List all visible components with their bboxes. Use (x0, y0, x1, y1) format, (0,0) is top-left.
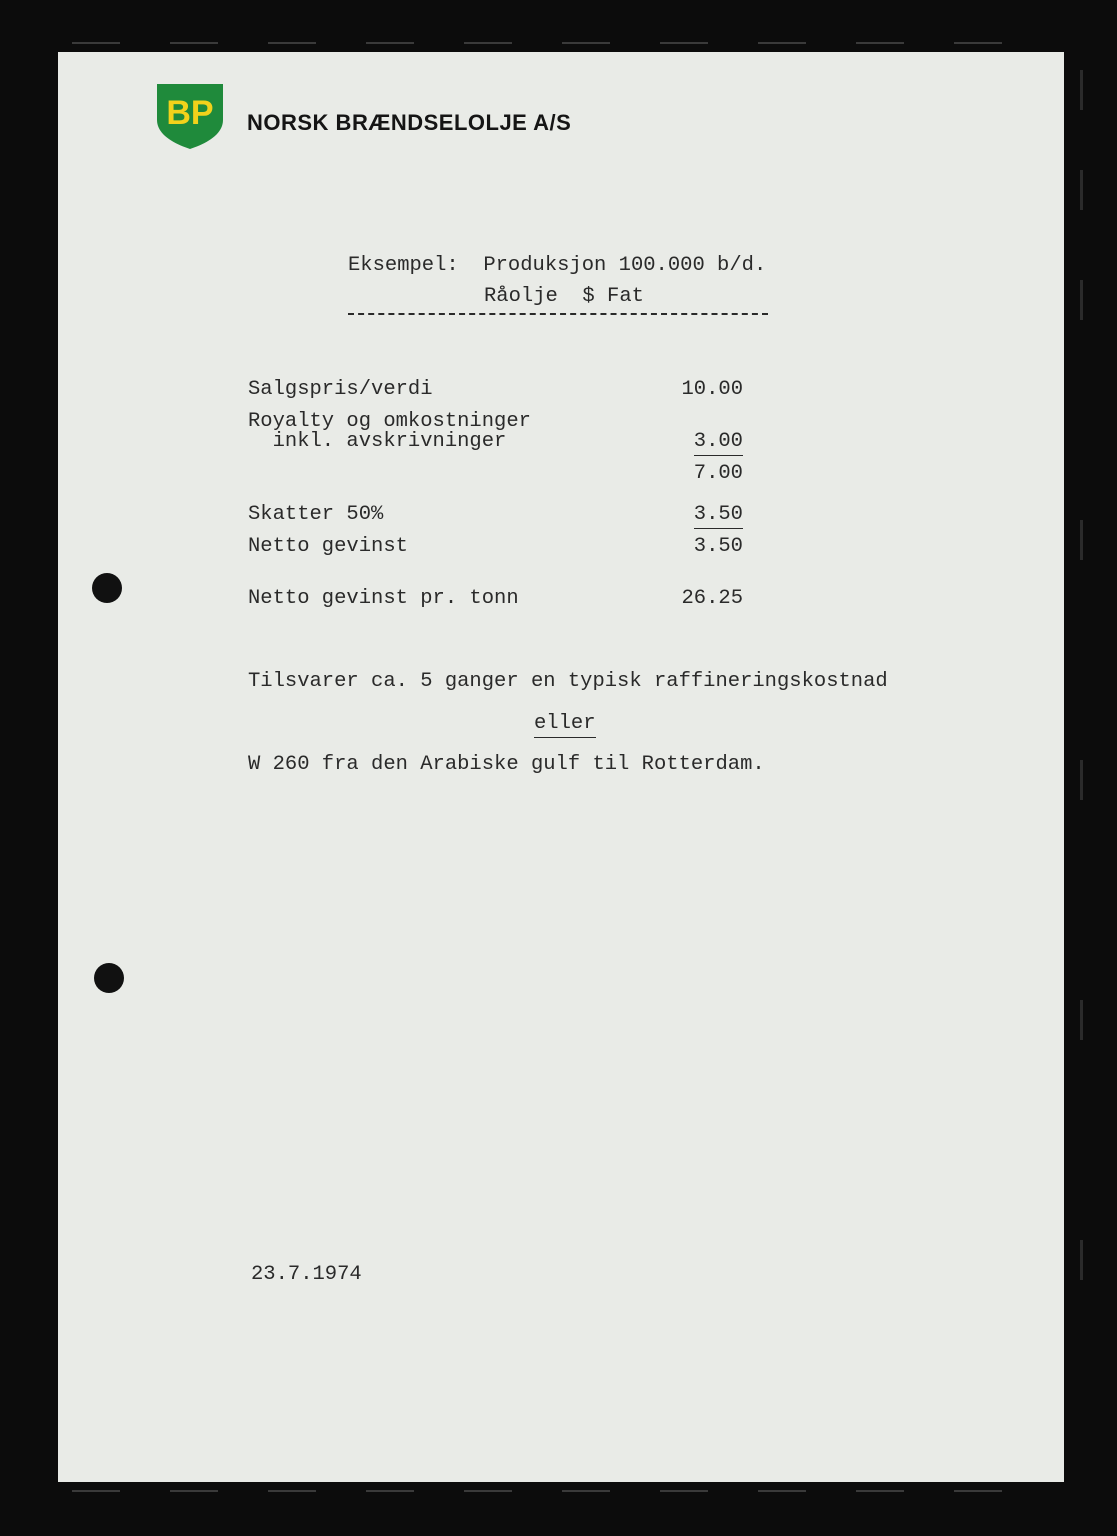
row-label: Skatter 50% (248, 503, 384, 526)
row-label: Salgspris/verdi (248, 378, 433, 401)
binder-marks-top (60, 40, 1060, 46)
row-value: 3.00 (694, 430, 743, 456)
company-name: NORSK BRÆNDSELOLJE A/S (247, 110, 572, 135)
bp-shield-logo (155, 80, 225, 150)
note-line-2: W 260 fra den Arabiske gulf til Rotterdam. (248, 753, 765, 776)
row-label: Netto gevinst pr. tonn (248, 587, 519, 610)
document-date: 23.7.1974 (251, 1263, 362, 1286)
note-or: eller (534, 712, 596, 738)
punch-hole (94, 963, 124, 993)
binder-marks-bottom (60, 1488, 1060, 1494)
row-value: 3.50 (693, 535, 743, 558)
note-line-1: Tilsvarer ca. 5 ganger en typisk raffineringskostnad (248, 670, 888, 693)
bp-logo-text: BP (166, 94, 214, 132)
row-value: 26.25 (681, 587, 743, 610)
title-line-2: Råolje $ Fat (484, 285, 644, 308)
title-line-1: Eksempel: Produksjon 100.000 b/d. (348, 254, 767, 277)
row-label: Royalty og omkostninger (248, 410, 531, 433)
punch-hole (92, 573, 122, 603)
row-value: 10.00 (681, 378, 743, 401)
row-label: inkl. avskrivninger (248, 430, 507, 453)
row-label: Netto gevinst (248, 535, 408, 558)
row-value: 7.00 (693, 462, 743, 485)
row-value: 3.50 (694, 503, 743, 529)
title-dashed-underline (348, 313, 768, 315)
